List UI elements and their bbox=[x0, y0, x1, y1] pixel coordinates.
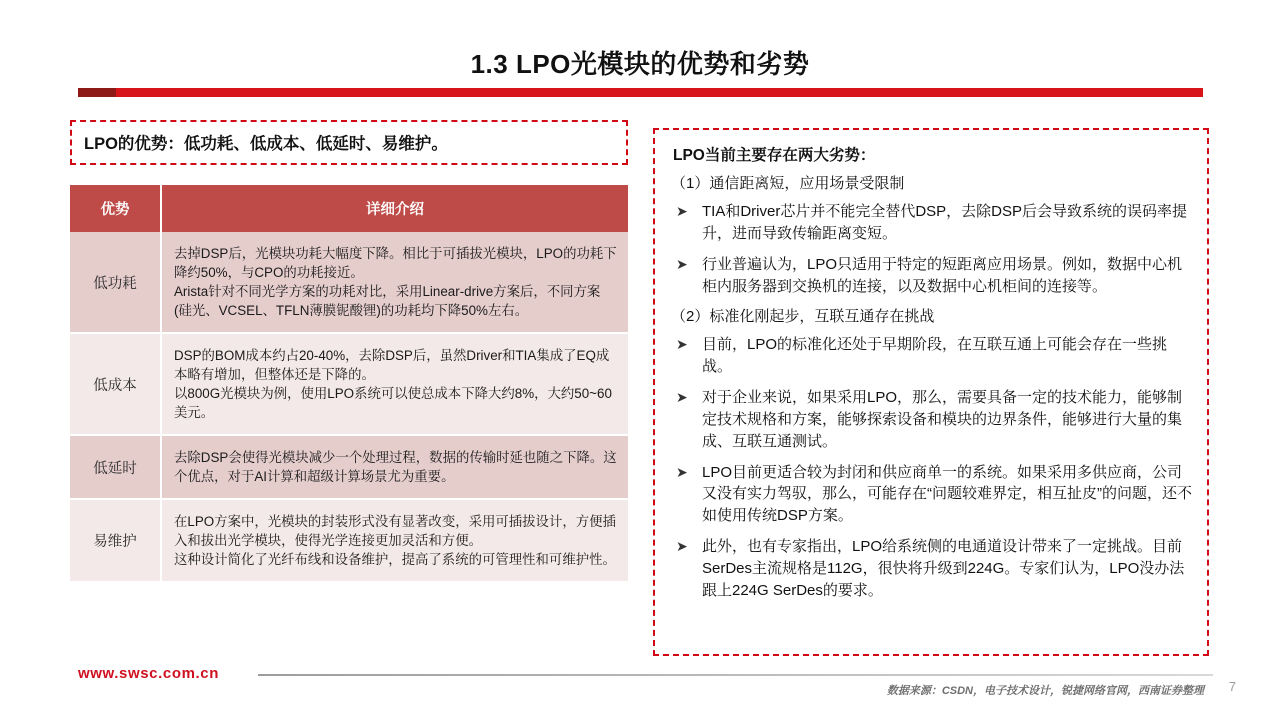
table-header-advantage: 优势 bbox=[70, 185, 162, 232]
footer-divider bbox=[258, 674, 1213, 676]
page-number: 7 bbox=[1228, 679, 1236, 694]
disadvantage-bullet bbox=[669, 201, 1193, 245]
bullet-text: LPO目前更适合较为封闭和供应商单一的系统。如果采用多供应商，公司又没有实力驾驭，那么，可能存在“问题较难界定，相互扯皮”的问题，还不如使用传统DSP方案。 bbox=[702, 463, 1192, 525]
arrow-bullet-icon: ➤ bbox=[676, 256, 688, 273]
advantages-table bbox=[70, 185, 628, 581]
disadvantage-section-heading-2: （2）标准化刚起步，互联互通存在挑战 bbox=[671, 307, 935, 325]
arrow-bullet-icon: ➤ bbox=[676, 388, 688, 405]
page-title: 1.3 LPO光模块的优势和劣势 bbox=[470, 49, 810, 79]
row-detail-low-cost bbox=[162, 334, 628, 436]
detail-line: Arista针对不同光学方案的功耗对比，采用Linear-drive方案后，不同方案(硅光、VCSEL、TFLN薄膜铌酸锂)的功耗均下降50%左右。 bbox=[174, 284, 601, 319]
disadvantage-section-heading-1: （1）通信距离短，应用场景受限制 bbox=[671, 175, 905, 192]
detail-line: 在LPO方案中，光模块的封装形式没有显著改变，采用可插拔设计，方便插入和拔出光学模块，使得光学连接更加灵活和方便。 bbox=[174, 514, 616, 549]
footer-website-url[interactable]: www.swsc.com.cn bbox=[78, 665, 219, 682]
table-header-row bbox=[70, 185, 628, 232]
arrow-bullet-icon: ➤ bbox=[676, 463, 688, 480]
row-label-low-power: 低功耗 bbox=[70, 232, 162, 334]
table-row bbox=[70, 500, 628, 581]
detail-line: 以800G光模块为例，使用LPO系统可以使总成本下降大约8%，大约50~60美元。 bbox=[174, 386, 612, 421]
table-row bbox=[70, 232, 628, 334]
table-row bbox=[70, 334, 628, 436]
footer-source-note: 数据来源：CSDN，电子技术设计，锐捷网络官网，西南证券整理 bbox=[886, 685, 1204, 697]
disadvantage-bullet bbox=[669, 536, 1193, 602]
disadvantages-panel bbox=[653, 128, 1209, 656]
detail-line: 这种设计简化了光纤布线和设备维护，提高了系统的可管理性和可维护性。 bbox=[174, 552, 616, 568]
row-detail-easy-maintenance bbox=[162, 500, 628, 581]
row-label-easy-maintenance: 易维护 bbox=[70, 500, 162, 581]
row-detail-low-latency bbox=[162, 436, 628, 500]
disadvantage-bullet bbox=[669, 387, 1193, 453]
disadvantage-bullet bbox=[669, 254, 1193, 298]
bullet-text: 对于企业来说，如果采用LPO，那么，需要具备一定的技术能力，能够制定技术规格和方案，能够探索设备和模块的边界条件，能够进行大量的集成、互联互通测试。 bbox=[702, 388, 1183, 450]
disadvantage-bullet bbox=[669, 334, 1193, 378]
detail-line: 去掉DSP后，光模块功耗大幅度下降。相比于可插拔光模块，LPO的功耗下降约50%，与CPO的功耗接近。 bbox=[174, 246, 617, 281]
bullet-text: 目前，LPO的标准化还处于早期阶段，在互联互通上可能会存在一些挑战。 bbox=[702, 336, 1168, 375]
bullet-text: 此外，也有专家指出，LPO给系统侧的电通道设计带来了一定挑战。目前SerDes主流规格是112G，很快将升级到224G。专家们认为，LPO没办法跟上224G SerDes的要求。 bbox=[702, 538, 1185, 599]
arrow-bullet-icon: ➤ bbox=[676, 538, 688, 555]
arrow-bullet-icon: ➤ bbox=[676, 336, 688, 353]
detail-line: DSP的BOM成本约占20-40%，去除DSP后，虽然Driver和TIA集成了EQ成本略有增加，但整体还是下降的。 bbox=[174, 348, 610, 383]
table-row bbox=[70, 436, 628, 500]
bullet-text: 行业普遍认为，LPO只适用于特定的短距离应用场景。例如，数据中心机柜内服务器到交换机的连接，以及数据中心机柜间的连接等。 bbox=[702, 256, 1183, 295]
bullet-text: TIA和Driver芯片并不能完全替代DSP，去除DSP后会导致系统的误码率提升，进而导致传输距离变短。 bbox=[702, 203, 1188, 243]
advantages-banner: LPO的优势：低功耗、低成本、低延时、易维护。 bbox=[70, 120, 628, 165]
title-rule-dark-segment bbox=[78, 88, 120, 97]
row-label-low-latency: 低延时 bbox=[70, 436, 162, 500]
detail-line: 去除DSP会使得光模块减少一个处理过程，数据的传输时延也随之下降。这个优点，对于AI计算和超级计算场景尤为重要。 bbox=[174, 450, 617, 485]
row-detail-low-power bbox=[162, 232, 628, 334]
table-header-detail: 详细介绍 bbox=[162, 185, 628, 232]
advantages-column bbox=[70, 120, 628, 581]
disadvantages-title: LPO当前主要存在两大劣势： bbox=[673, 147, 876, 164]
disadvantage-bullet bbox=[669, 462, 1193, 528]
arrow-bullet-icon: ➤ bbox=[676, 203, 688, 220]
title-underline-rule bbox=[78, 88, 1203, 97]
row-label-low-cost: 低成本 bbox=[70, 334, 162, 436]
title-rule-main-segment bbox=[116, 88, 1203, 97]
